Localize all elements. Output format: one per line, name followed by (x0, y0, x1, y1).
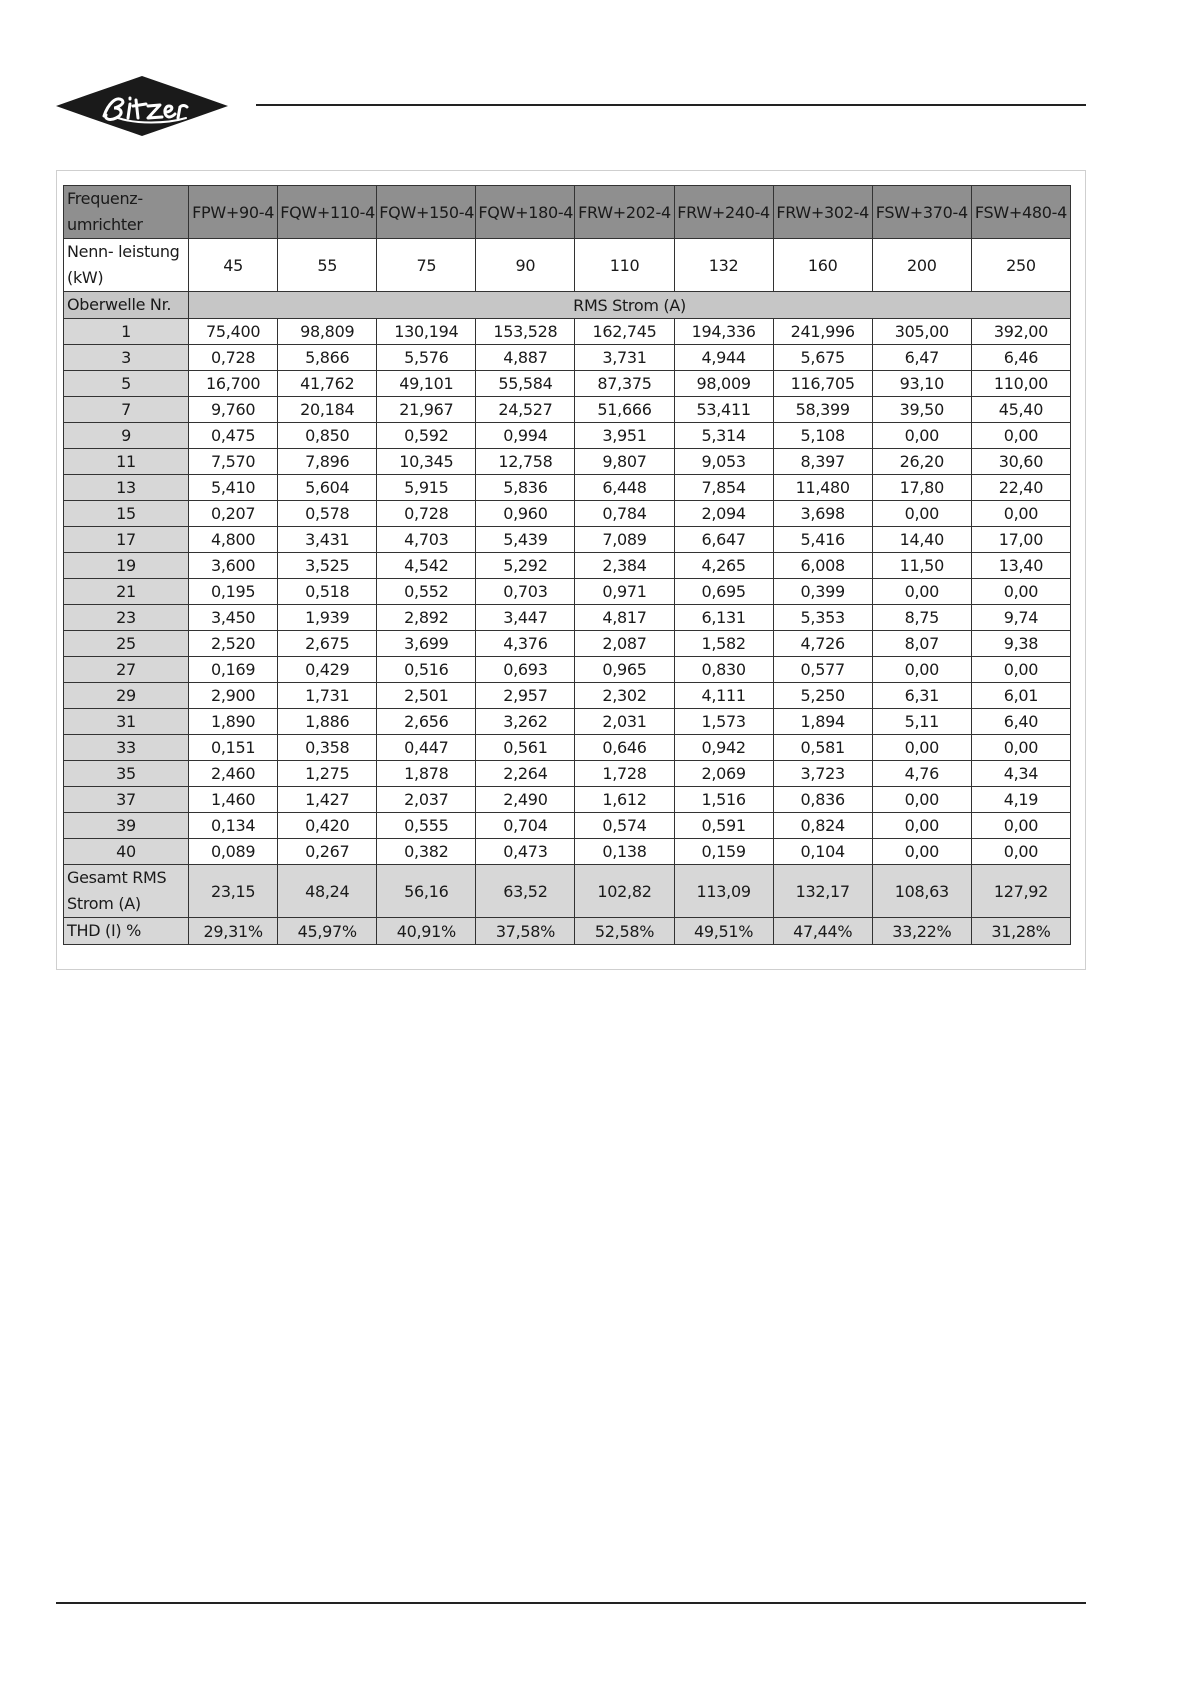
table-row (64, 527, 1071, 553)
rms-value-cell: 0,00 (872, 423, 971, 449)
nennleistung-cell: 75 (377, 239, 476, 292)
rms-value-cell: 0,420 (278, 813, 377, 839)
rms-value-cell: 22,40 (971, 475, 1070, 501)
rms-value-cell: 9,807 (575, 449, 674, 475)
rms-value-cell: 4,800 (189, 527, 278, 553)
nennleistung-cell: 45 (189, 239, 278, 292)
thd-cell: 31,28% (971, 918, 1070, 945)
rms-value-cell: 3,450 (189, 605, 278, 631)
rms-value-cell: 0,704 (476, 813, 575, 839)
rms-value-cell: 3,951 (575, 423, 674, 449)
rms-value-cell: 2,069 (674, 761, 773, 787)
rms-value-cell: 7,570 (189, 449, 278, 475)
rms-value-cell: 98,009 (674, 371, 773, 397)
harmonic-number-cell: 33 (64, 735, 189, 761)
rms-value-cell: 16,700 (189, 371, 278, 397)
rms-value-cell: 110,00 (971, 371, 1070, 397)
harmonic-number-cell: 21 (64, 579, 189, 605)
nennleistung-cell: 110 (575, 239, 674, 292)
harmonic-number-cell: 23 (64, 605, 189, 631)
nennleistung-cell: 160 (773, 239, 872, 292)
thd-cell: 29,31% (189, 918, 278, 945)
model-header-cell: FRW+240-4 (674, 186, 773, 239)
table-row (64, 579, 1071, 605)
bitzer-logo (56, 74, 228, 138)
rms-value-cell: 6,448 (575, 475, 674, 501)
harmonic-number-cell: 11 (64, 449, 189, 475)
table-row (64, 319, 1071, 345)
rms-value-cell: 0,00 (971, 839, 1070, 865)
rms-value-cell: 5,11 (872, 709, 971, 735)
table-row (64, 449, 1071, 475)
rms-value-cell: 2,501 (377, 683, 476, 709)
gesamt-rms-cell: 23,15 (189, 865, 278, 918)
rms-value-cell: 5,675 (773, 345, 872, 371)
rms-value-cell: 4,265 (674, 553, 773, 579)
rms-value-cell: 0,591 (674, 813, 773, 839)
rms-value-cell: 3,699 (377, 631, 476, 657)
rms-value-cell: 9,74 (971, 605, 1070, 631)
rms-value-cell: 26,20 (872, 449, 971, 475)
rms-value-cell: 6,647 (674, 527, 773, 553)
rms-value-cell: 2,520 (189, 631, 278, 657)
rms-value-cell: 2,031 (575, 709, 674, 735)
rms-value-cell: 0,578 (278, 501, 377, 527)
rms-value-cell: 2,087 (575, 631, 674, 657)
rms-value-cell: 0,830 (674, 657, 773, 683)
rms-value-cell: 153,528 (476, 319, 575, 345)
model-header-cell: FRW+302-4 (773, 186, 872, 239)
rms-value-cell: 30,60 (971, 449, 1070, 475)
table-row (64, 709, 1071, 735)
rms-value-cell: 1,460 (189, 787, 278, 813)
rms-value-cell: 0,552 (377, 579, 476, 605)
rms-value-cell: 0,728 (189, 345, 278, 371)
rms-value-cell: 53,411 (674, 397, 773, 423)
rms-value-cell: 5,439 (476, 527, 575, 553)
rms-value-cell: 2,656 (377, 709, 476, 735)
rms-value-cell: 0,138 (575, 839, 674, 865)
thd-cell: 45,97% (278, 918, 377, 945)
rms-value-cell: 24,527 (476, 397, 575, 423)
table-row (64, 813, 1071, 839)
rms-value-cell: 0,555 (377, 813, 476, 839)
nennleistung-cell: 200 (872, 239, 971, 292)
rms-value-cell: 0,00 (872, 501, 971, 527)
rms-value-cell: 4,726 (773, 631, 872, 657)
rms-value-cell: 87,375 (575, 371, 674, 397)
rms-value-cell: 0,518 (278, 579, 377, 605)
rms-value-cell: 0,104 (773, 839, 872, 865)
rms-value-cell: 3,431 (278, 527, 377, 553)
gesamt-rms-cell: 132,17 (773, 865, 872, 918)
table-row (64, 631, 1071, 657)
rms-value-cell: 6,131 (674, 605, 773, 631)
rms-value-cell: 0,00 (971, 501, 1070, 527)
thd-label: THD (I) % (64, 918, 189, 945)
header-rule (256, 104, 1086, 106)
thd-row (64, 918, 1071, 945)
rms-value-cell: 0,971 (575, 579, 674, 605)
rms-value-cell: 1,878 (377, 761, 476, 787)
gesamt-rms-cell: 127,92 (971, 865, 1070, 918)
rms-value-cell: 0,646 (575, 735, 674, 761)
rms-value-cell: 1,427 (278, 787, 377, 813)
rms-value-cell: 0,447 (377, 735, 476, 761)
nennleistung-cell: 90 (476, 239, 575, 292)
harmonic-number-cell: 9 (64, 423, 189, 449)
rms-value-cell: 4,76 (872, 761, 971, 787)
rms-value-cell: 0,850 (278, 423, 377, 449)
rms-value-cell: 5,353 (773, 605, 872, 631)
rms-value-cell: 392,00 (971, 319, 1070, 345)
harmonic-number-cell: 31 (64, 709, 189, 735)
harmonic-number-cell: 25 (64, 631, 189, 657)
rms-value-cell: 0,942 (674, 735, 773, 761)
harmonic-number-cell: 39 (64, 813, 189, 839)
model-header-cell: FPW+90-4 (189, 186, 278, 239)
rms-value-cell: 11,50 (872, 553, 971, 579)
rms-value-cell: 0,00 (872, 839, 971, 865)
rms-value-cell: 2,892 (377, 605, 476, 631)
rms-value-cell: 2,957 (476, 683, 575, 709)
rms-value-cell: 0,207 (189, 501, 278, 527)
rms-value-cell: 0,577 (773, 657, 872, 683)
rms-value-cell: 3,525 (278, 553, 377, 579)
oberwelle-label: Oberwelle Nr. (64, 292, 189, 319)
rms-value-cell: 7,896 (278, 449, 377, 475)
rms-value-cell: 2,037 (377, 787, 476, 813)
rms-value-cell: 0,00 (971, 813, 1070, 839)
model-header-cell: FQW+110-4 (278, 186, 377, 239)
model-header-cell: FSW+370-4 (872, 186, 971, 239)
rms-value-cell: 0,836 (773, 787, 872, 813)
rms-value-cell: 0,574 (575, 813, 674, 839)
rms-value-cell: 6,31 (872, 683, 971, 709)
rms-value-cell: 0,695 (674, 579, 773, 605)
rms-value-cell: 3,731 (575, 345, 674, 371)
thd-cell: 40,91% (377, 918, 476, 945)
table-row (64, 787, 1071, 813)
footer-rule (56, 1602, 1086, 1604)
rms-value-cell: 0,00 (971, 657, 1070, 683)
harmonic-number-cell: 37 (64, 787, 189, 813)
rms-value-cell: 5,416 (773, 527, 872, 553)
table-row (64, 423, 1071, 449)
harmonic-number-cell: 29 (64, 683, 189, 709)
gesamt-rms-cell: 48,24 (278, 865, 377, 918)
rms-value-cell: 3,698 (773, 501, 872, 527)
rms-value-cell: 305,00 (872, 319, 971, 345)
rms-value-cell: 3,447 (476, 605, 575, 631)
rms-value-cell: 8,397 (773, 449, 872, 475)
rms-value-cell: 6,47 (872, 345, 971, 371)
rms-value-cell: 0,00 (872, 787, 971, 813)
rms-value-cell: 3,723 (773, 761, 872, 787)
rms-value-cell: 58,399 (773, 397, 872, 423)
rms-value-cell: 4,703 (377, 527, 476, 553)
gesamt-rms-label: Gesamt RMS Strom (A) (64, 865, 189, 918)
table-row (64, 553, 1071, 579)
rms-value-cell: 0,994 (476, 423, 575, 449)
rms-value-cell: 0,784 (575, 501, 674, 527)
rms-value-cell: 0,561 (476, 735, 575, 761)
gesamt-rms-cell: 63,52 (476, 865, 575, 918)
rms-value-cell: 4,944 (674, 345, 773, 371)
rms-value-cell: 5,314 (674, 423, 773, 449)
table-row (64, 475, 1071, 501)
rms-value-cell: 75,400 (189, 319, 278, 345)
rms-value-cell: 10,345 (377, 449, 476, 475)
rms-value-cell: 5,576 (377, 345, 476, 371)
harmonic-number-cell: 40 (64, 839, 189, 865)
rms-value-cell: 0,473 (476, 839, 575, 865)
rms-value-cell: 12,758 (476, 449, 575, 475)
rms-value-cell: 20,184 (278, 397, 377, 423)
nennleistung-cell: 250 (971, 239, 1070, 292)
rms-value-cell: 1,939 (278, 605, 377, 631)
rms-value-cell: 1,612 (575, 787, 674, 813)
rms-value-cell: 1,890 (189, 709, 278, 735)
rms-value-cell: 8,75 (872, 605, 971, 631)
rms-value-cell: 6,46 (971, 345, 1070, 371)
rms-value-cell: 2,094 (674, 501, 773, 527)
header-label: Frequenz- umrichter (64, 186, 189, 239)
rms-value-cell: 0,592 (377, 423, 476, 449)
rms-value-cell: 1,731 (278, 683, 377, 709)
harmonic-number-cell: 1 (64, 319, 189, 345)
rms-value-cell: 9,053 (674, 449, 773, 475)
rms-value-cell: 0,358 (278, 735, 377, 761)
rms-value-cell: 4,817 (575, 605, 674, 631)
rms-value-cell: 6,01 (971, 683, 1070, 709)
rms-value-cell: 0,00 (872, 579, 971, 605)
rms-value-cell: 0,399 (773, 579, 872, 605)
rms-value-cell: 14,40 (872, 527, 971, 553)
rms-value-cell: 4,887 (476, 345, 575, 371)
rms-value-cell: 9,760 (189, 397, 278, 423)
rms-value-cell: 1,275 (278, 761, 377, 787)
harmonics-table (63, 185, 1071, 945)
rms-value-cell: 3,600 (189, 553, 278, 579)
rms-value-cell: 5,410 (189, 475, 278, 501)
thd-cell: 47,44% (773, 918, 872, 945)
rms-value-cell: 41,762 (278, 371, 377, 397)
rms-value-cell: 0,475 (189, 423, 278, 449)
rms-value-cell: 0,195 (189, 579, 278, 605)
rms-value-cell: 4,542 (377, 553, 476, 579)
harmonic-number-cell: 13 (64, 475, 189, 501)
rms-value-cell: 0,728 (377, 501, 476, 527)
model-header-cell: FSW+480-4 (971, 186, 1070, 239)
rms-value-cell: 0,00 (971, 423, 1070, 449)
table-row (64, 683, 1071, 709)
table-row (64, 345, 1071, 371)
rms-value-cell: 51,666 (575, 397, 674, 423)
oberwelle-row (64, 292, 1071, 319)
rms-value-cell: 130,194 (377, 319, 476, 345)
harmonic-number-cell: 17 (64, 527, 189, 553)
rms-value-cell: 98,809 (278, 319, 377, 345)
rms-value-cell: 4,19 (971, 787, 1070, 813)
harmonic-number-cell: 5 (64, 371, 189, 397)
rms-value-cell: 1,573 (674, 709, 773, 735)
rms-value-cell: 1,894 (773, 709, 872, 735)
rms-value-cell: 45,40 (971, 397, 1070, 423)
table-row (64, 371, 1071, 397)
rms-value-cell: 0,00 (872, 813, 971, 839)
table-row (64, 839, 1071, 865)
rms-value-cell: 4,34 (971, 761, 1070, 787)
gesamt-rms-row (64, 865, 1071, 918)
rms-strom-label: RMS Strom (A) (189, 292, 1071, 319)
rms-value-cell: 2,302 (575, 683, 674, 709)
rms-value-cell: 9,38 (971, 631, 1070, 657)
rms-value-cell: 5,250 (773, 683, 872, 709)
rms-value-cell: 6,40 (971, 709, 1070, 735)
rms-value-cell: 1,582 (674, 631, 773, 657)
rms-value-cell: 6,008 (773, 553, 872, 579)
nennleistung-row (64, 239, 1071, 292)
rms-value-cell: 7,089 (575, 527, 674, 553)
harmonic-number-cell: 35 (64, 761, 189, 787)
rms-value-cell: 0,00 (872, 735, 971, 761)
harmonic-number-cell: 7 (64, 397, 189, 423)
table-row (64, 657, 1071, 683)
harmonic-number-cell: 15 (64, 501, 189, 527)
rms-value-cell: 0,824 (773, 813, 872, 839)
thd-cell: 33,22% (872, 918, 971, 945)
header-row (64, 186, 1071, 239)
rms-value-cell: 17,00 (971, 527, 1070, 553)
rms-value-cell: 4,111 (674, 683, 773, 709)
rms-value-cell: 241,996 (773, 319, 872, 345)
rms-value-cell: 0,581 (773, 735, 872, 761)
rms-value-cell: 1,886 (278, 709, 377, 735)
table-row (64, 761, 1071, 787)
gesamt-rms-cell: 108,63 (872, 865, 971, 918)
rms-value-cell: 93,10 (872, 371, 971, 397)
rms-value-cell: 0,516 (377, 657, 476, 683)
table-row (64, 397, 1071, 423)
rms-value-cell: 0,00 (971, 735, 1070, 761)
rms-value-cell: 5,604 (278, 475, 377, 501)
rms-value-cell: 4,376 (476, 631, 575, 657)
harmonic-number-cell: 27 (64, 657, 189, 683)
rms-value-cell: 2,384 (575, 553, 674, 579)
rms-value-cell: 21,967 (377, 397, 476, 423)
gesamt-rms-cell: 102,82 (575, 865, 674, 918)
harmonic-number-cell: 19 (64, 553, 189, 579)
rms-value-cell: 3,262 (476, 709, 575, 735)
rms-value-cell: 2,490 (476, 787, 575, 813)
rms-value-cell: 13,40 (971, 553, 1070, 579)
rms-value-cell: 7,854 (674, 475, 773, 501)
rms-value-cell: 116,705 (773, 371, 872, 397)
rms-value-cell: 2,675 (278, 631, 377, 657)
nennleistung-cell: 55 (278, 239, 377, 292)
rms-value-cell: 0,960 (476, 501, 575, 527)
rms-value-cell: 0,169 (189, 657, 278, 683)
rms-value-cell: 0,159 (674, 839, 773, 865)
rms-value-cell: 0,134 (189, 813, 278, 839)
rms-value-cell: 5,836 (476, 475, 575, 501)
thd-cell: 49,51% (674, 918, 773, 945)
table-row (64, 735, 1071, 761)
rms-value-cell: 5,915 (377, 475, 476, 501)
rms-value-cell: 39,50 (872, 397, 971, 423)
rms-value-cell: 0,267 (278, 839, 377, 865)
rms-value-cell: 0,00 (872, 657, 971, 683)
rms-value-cell: 17,80 (872, 475, 971, 501)
rms-value-cell: 11,480 (773, 475, 872, 501)
model-header-cell: FRW+202-4 (575, 186, 674, 239)
rms-value-cell: 5,108 (773, 423, 872, 449)
rms-value-cell: 0,00 (971, 579, 1070, 605)
rms-value-cell: 1,516 (674, 787, 773, 813)
harmonic-number-cell: 3 (64, 345, 189, 371)
table-row (64, 605, 1071, 631)
rms-value-cell: 0,703 (476, 579, 575, 605)
rms-value-cell: 0,429 (278, 657, 377, 683)
rms-value-cell: 2,264 (476, 761, 575, 787)
model-header-cell: FQW+180-4 (476, 186, 575, 239)
gesamt-rms-cell: 56,16 (377, 865, 476, 918)
thd-cell: 37,58% (476, 918, 575, 945)
rms-value-cell: 5,866 (278, 345, 377, 371)
rms-value-cell: 8,07 (872, 631, 971, 657)
model-header-cell: FQW+150-4 (377, 186, 476, 239)
thd-cell: 52,58% (575, 918, 674, 945)
rms-value-cell: 162,745 (575, 319, 674, 345)
rms-value-cell: 5,292 (476, 553, 575, 579)
rms-value-cell: 49,101 (377, 371, 476, 397)
rms-value-cell: 194,336 (674, 319, 773, 345)
rms-value-cell: 0,965 (575, 657, 674, 683)
rms-value-cell: 2,460 (189, 761, 278, 787)
rms-value-cell: 2,900 (189, 683, 278, 709)
gesamt-rms-cell: 113,09 (674, 865, 773, 918)
rms-value-cell: 0,089 (189, 839, 278, 865)
nennleistung-cell: 132 (674, 239, 773, 292)
rms-value-cell: 0,693 (476, 657, 575, 683)
rms-value-cell: 55,584 (476, 371, 575, 397)
rms-value-cell: 0,382 (377, 839, 476, 865)
table-row (64, 501, 1071, 527)
rms-value-cell: 0,151 (189, 735, 278, 761)
nennleistung-label: Nenn- leistung (kW) (64, 239, 189, 292)
rms-value-cell: 1,728 (575, 761, 674, 787)
